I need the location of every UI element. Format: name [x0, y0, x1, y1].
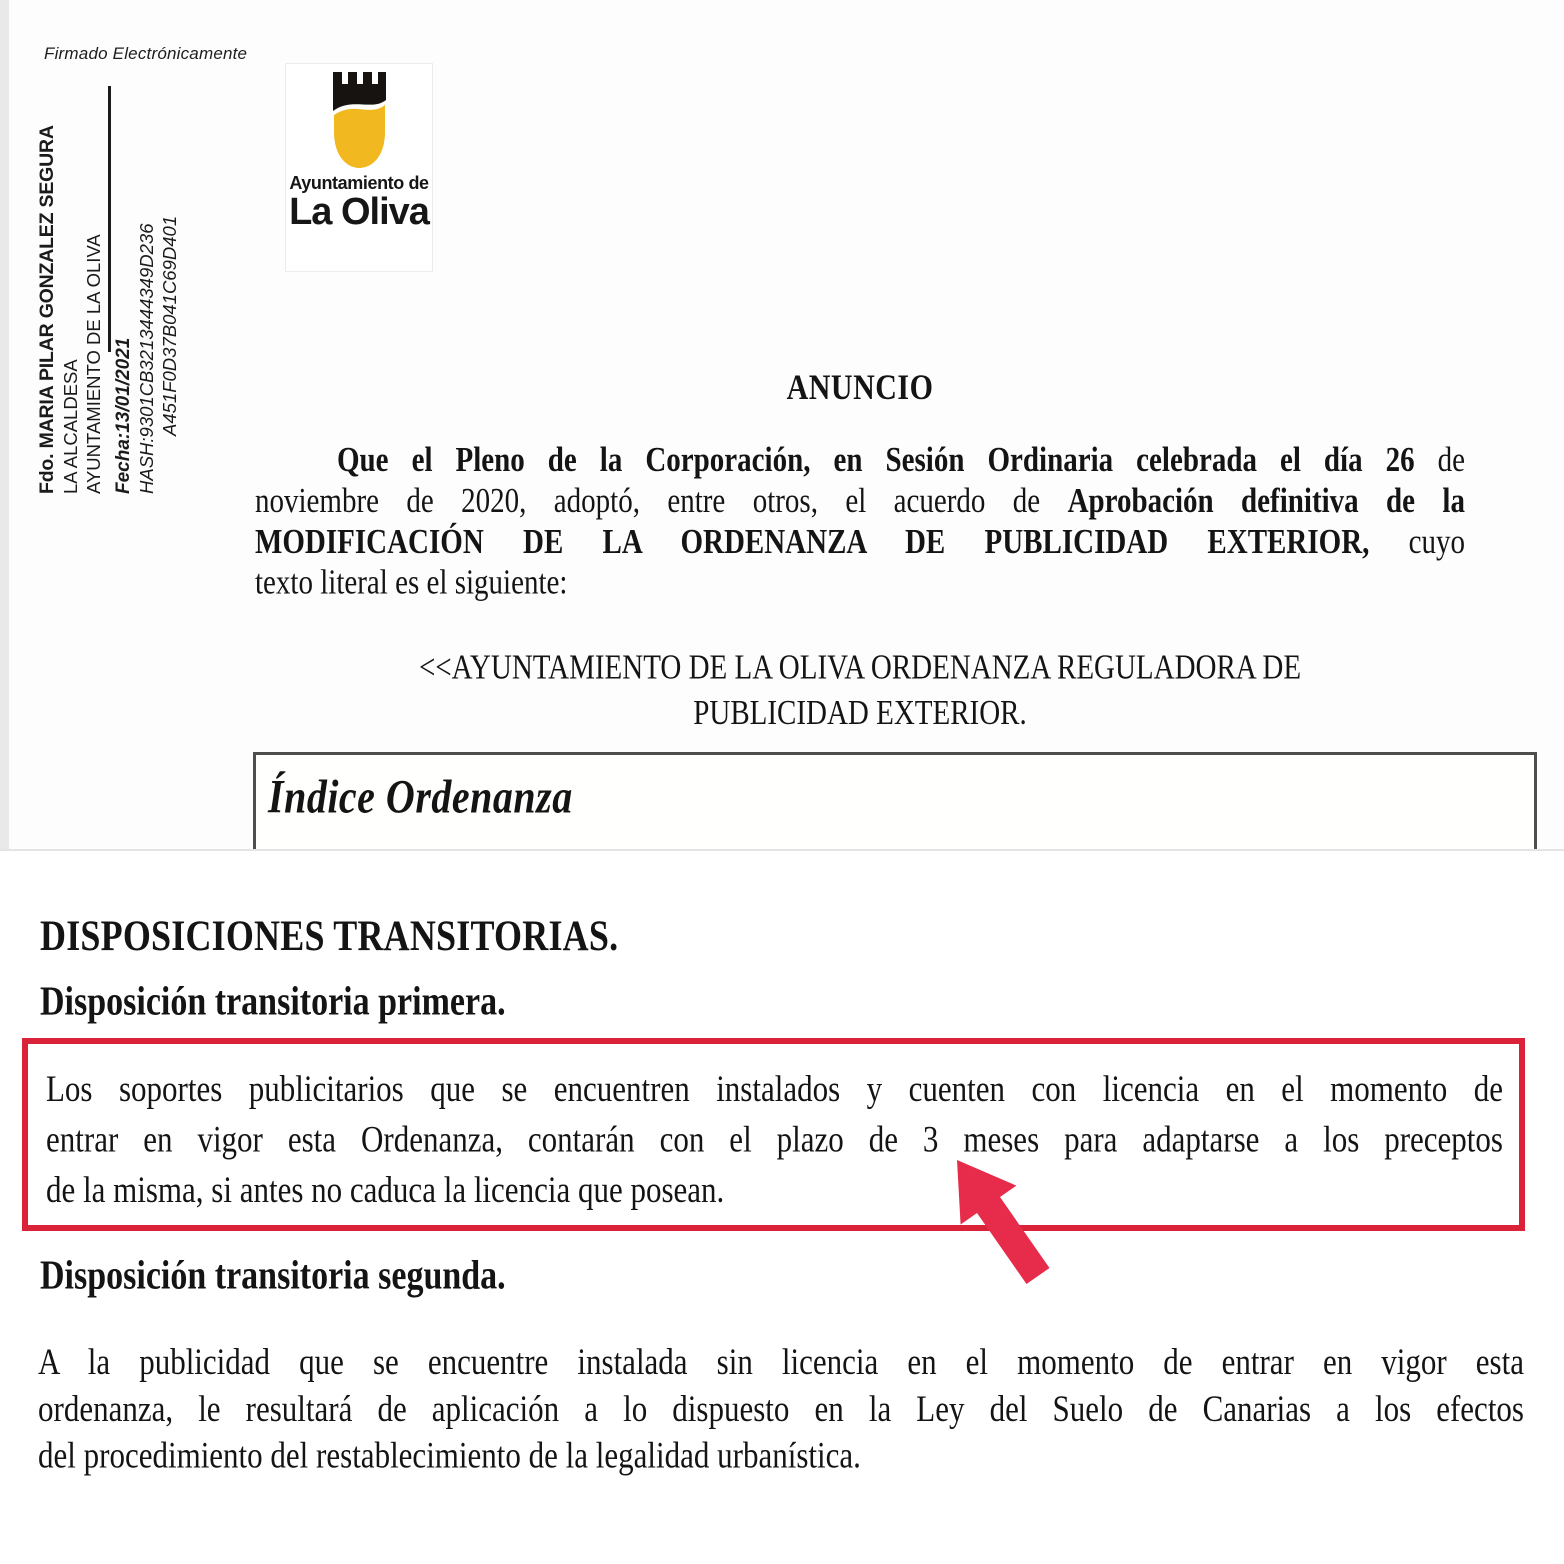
ayuntamiento-logo [285, 63, 433, 272]
section-divider [0, 849, 1564, 851]
stamp-hash-line-2: A451F0D37B041C69D401 [159, 215, 180, 436]
first-provision-heading: Disposición transitoria primera. [40, 979, 506, 1024]
stamp-signer: Fdo. MARIA PILAR GONZALEZ SEGURA [36, 125, 58, 494]
stamp-org: AYUNTAMIENTO DE LA OLIVA [83, 234, 104, 494]
paragraph-line: MODIFICACIÓN DE LA ORDENANZA DE PUBLICIDAD EXTERIOR, cuyo [255, 522, 1465, 562]
paragraph-line: A la publicidad que se encuentre instalada sin licencia en el momento de entrar en vigor esta [38, 1340, 1524, 1383]
ordinance-title-line: PUBLICIDAD EXTERIOR. [693, 694, 1027, 733]
indice-title: Índice Ordenanza [268, 769, 573, 824]
paragraph-line: entrar en vigor esta Ordenanza, contarán con el plazo de 3 meses para adaptarse a los preceptos [46, 1118, 1503, 1160]
castle-icon [322, 70, 396, 170]
viewer-left-gutter [0, 0, 9, 849]
highlighted-paragraph [46, 1064, 1503, 1215]
signed-electronically-label: Firmado Electrónicamente [44, 44, 248, 63]
paragraph-line: noviembre de 2020, adoptó, entre otros, el acuerdo de Aprobación definitiva de la [255, 482, 1465, 521]
electronic-signature-stamp [35, 82, 193, 494]
paragraph-line: del procedimiento del restablecimiento de la legalidad urbanística. [38, 1434, 861, 1476]
transitional-provisions-heading: DISPOSICIONES TRANSITORIAS. [40, 911, 619, 960]
paragraph-line: Los soportes publicitarios que se encuentren instalados y cuenten con licencia en el momento de [46, 1067, 1503, 1110]
paragraph-line: Que el Pleno de la Corporación, en Sesión Ordinaria celebrada el día 26 de [337, 441, 1465, 480]
announcement-paragraph [255, 440, 1465, 603]
paragraph-line: texto literal es el siguiente: [255, 563, 568, 602]
second-provision-heading: Disposición transitoria segunda. [40, 1253, 506, 1298]
highlight-box [22, 1038, 1525, 1231]
stamp-separator-line [108, 86, 111, 352]
second-provision-paragraph [38, 1338, 1524, 1478]
stamp-hash-line-1: HASH:9301CB3213444349D236 [136, 223, 157, 494]
announcement-title: ANUNCIO [786, 367, 934, 408]
logo-town-line: La Oliva [289, 191, 429, 233]
logo-caption [286, 172, 432, 233]
stamp-role: LA ALCALDESA [60, 359, 81, 494]
stamp-date: Fecha:13/01/2021 [113, 337, 134, 494]
ordinance-title-line: <<AYUNTAMIENTO DE LA OLIVA ORDENANZA REGULADORA DE [418, 648, 1302, 687]
indice-box [253, 752, 1537, 849]
annotation-arrow-icon [930, 1150, 1070, 1300]
paragraph-line: ordenanza, le resultará de aplicación a lo dispuesto en la Ley del Suelo de Canarias a los efectos [38, 1387, 1524, 1430]
ordinance-title [255, 645, 1465, 736]
paragraph-line: de la misma, si antes no caduca la licencia que posean. [46, 1168, 725, 1211]
logo-org-line: Ayuntamiento de [289, 173, 429, 193]
